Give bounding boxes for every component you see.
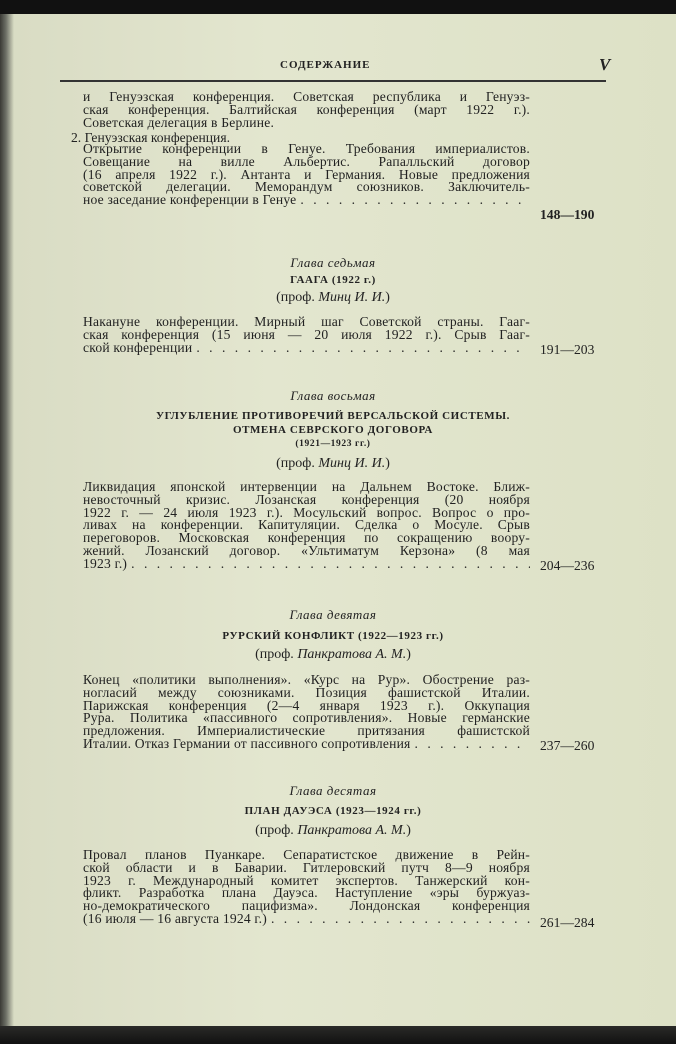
toc-entry-continuation xyxy=(83,91,530,129)
chapter-summary xyxy=(83,849,530,926)
page-range: 148—190 xyxy=(540,207,595,222)
author-suffix: ) xyxy=(406,823,411,838)
author-suffix: ) xyxy=(406,647,411,662)
entry-line: Открытие конференции в Генуе. Требования империалистов. xyxy=(83,141,530,156)
entry-line: фликт. Разработка плана Дауэса. Наступление «эры буржуаз- xyxy=(83,885,530,901)
title-line: УГЛУБЛЕНИЕ ПРОТИВОРЕЧИЙ ВЕРСАЛЬСКОЙ СИСТЕМЫ. xyxy=(156,410,510,422)
page-number: V xyxy=(599,55,611,74)
entry-line: (16 апреля 1922 г.). Антанта и Германия. Новые предложения xyxy=(83,166,530,182)
entry-line: ская конференция (15 июня — 20 июля 1922 г.). Срыв Гааг- xyxy=(83,326,530,342)
author-prefix: (проф. xyxy=(276,456,315,471)
author-name: Панкратова А. М. xyxy=(297,647,407,662)
chapter-author xyxy=(60,290,606,306)
entry-line: предложения. Империалистические притязания фашистской xyxy=(83,723,530,739)
dot-leader xyxy=(267,913,530,926)
author-suffix: ) xyxy=(385,290,390,305)
entry-line: ской конференции xyxy=(83,339,193,355)
scan-top-edge xyxy=(0,0,676,14)
page-range: 237—260 xyxy=(540,738,595,753)
entry-line: Италии. Отказ Германии от пассивного сопротивления xyxy=(83,735,411,751)
entry-line-leader xyxy=(83,555,530,571)
entry-line: 1923 г. Международный комитет экспертов. Танжерский кон- xyxy=(83,872,530,888)
author-prefix: (проф. xyxy=(255,823,294,838)
author-prefix: (проф. xyxy=(255,647,294,662)
entry-line: ное заседание конференции в Генуе xyxy=(83,192,297,208)
entry-line: советской делегации. Меморандум союзников. Заключитель- xyxy=(83,179,530,195)
chapter-label: Глава седьмая xyxy=(290,255,376,270)
chapter-author xyxy=(60,456,606,472)
entry-line: 1923 г.) xyxy=(83,555,128,571)
chapter-title: ГААГА (1922 г.) xyxy=(290,274,376,286)
dot-leader xyxy=(296,194,530,207)
scan-bottom-edge xyxy=(0,1026,676,1044)
entry-line: 1922 г. — 24 июля 1923 г.). Мосульский вопрос. Вопрос о про- xyxy=(83,504,530,520)
title-line: (1921—1923 гг.) xyxy=(295,439,371,449)
running-head: СОДЕРЖАНИЕ xyxy=(280,59,371,71)
chapter-title: ПЛАН ДАУЭСА (1923—1924 гг.) xyxy=(244,805,422,817)
entry-line: и Генуэзская конференция. Советская республика и Генуэз- xyxy=(83,89,530,104)
header-rule xyxy=(60,80,606,82)
entry-line-leader xyxy=(83,910,530,926)
dot-leader xyxy=(411,738,530,751)
entry-line: Накануне конференции. Мирный шаг Советской страны. Гааг- xyxy=(83,314,530,329)
chapter-title: РУРСКИЙ КОНФЛИКТ (1922—1923 гг.) xyxy=(222,630,444,642)
entry-line-leader xyxy=(83,735,530,751)
entry-line: ногласий между союзниками. Позиция фашистской Италии. xyxy=(83,684,530,700)
entry-line: переговоров. Московская конференция по сокращению воору- xyxy=(83,530,530,546)
entry-line-leader xyxy=(83,194,530,207)
chapter-author xyxy=(60,647,606,663)
entry-line: но-демократического пацифизма». Лондонская конференция xyxy=(83,898,530,914)
entry-line: Рура. Политика «пассивного сопротивления». Новые германские xyxy=(83,710,530,726)
author-prefix: (проф. xyxy=(276,290,315,305)
title-line: ОТМЕНА СЕВРСКОГО ДОГОВОРА xyxy=(233,424,433,436)
chapter-summary xyxy=(83,481,530,571)
entry-line: Совещание на вилле Альбертис. Рапалльский договор xyxy=(83,153,530,169)
chapter-label: Глава восьмая xyxy=(290,388,376,403)
entry-line: ливах на конференции. Капитуляции. Сделка о Мосуле. Срыв xyxy=(83,517,530,533)
entry-line: невосточный кризис. Лозанская конференция (20 ноября xyxy=(83,491,530,507)
chapter-author xyxy=(60,823,606,839)
author-name: Минц И. И. xyxy=(318,290,386,305)
page-range: 204—236 xyxy=(540,558,595,573)
chapter-title xyxy=(60,409,606,451)
dot-leader xyxy=(192,342,530,355)
chapter-summary xyxy=(83,674,530,751)
entry-line: ской области и в Баварии. Гитлеровский путч 8—9 ноября xyxy=(83,859,530,875)
toc-subitem-text xyxy=(83,143,530,207)
entry-line: жений. Лозанский договор. «Ультиматум Керзона» (8 мая xyxy=(83,542,530,558)
entry-line: ская конференция. Балтийская конференция (март 1922 г.). xyxy=(83,101,530,117)
entry-line: Советская делегация в Берлине. xyxy=(83,114,275,130)
entry-line: Конец «политики выполнения». «Курс на Рур». Обострение раз- xyxy=(83,672,530,687)
entry-line: Парижская конференция (2—4 января 1923 г.). Оккупация xyxy=(83,697,530,713)
page-range: 191—203 xyxy=(540,342,595,357)
entry-line: Провал планов Пуанкаре. Сепаратистское движение в Рейн- xyxy=(83,847,530,862)
author-name: Минц И. И. xyxy=(318,456,386,471)
entry-line: Ликвидация японской интервенции на Дальнем Востоке. Ближ- xyxy=(83,479,530,494)
chapter-label: Глава десятая xyxy=(289,783,377,798)
toc-subitem-label: 2. Генуэзская конференция. xyxy=(71,130,230,145)
dot-leader xyxy=(127,558,530,571)
chapter-summary xyxy=(83,316,530,354)
page-range: 261—284 xyxy=(540,915,595,930)
entry-line-leader xyxy=(83,339,530,355)
entry-line: (16 июля — 16 августа 1924 г.) xyxy=(83,910,267,926)
author-name: Панкратова А. М. xyxy=(297,823,407,838)
author-suffix: ) xyxy=(385,456,390,471)
chapter-label: Глава девятая xyxy=(289,607,377,622)
